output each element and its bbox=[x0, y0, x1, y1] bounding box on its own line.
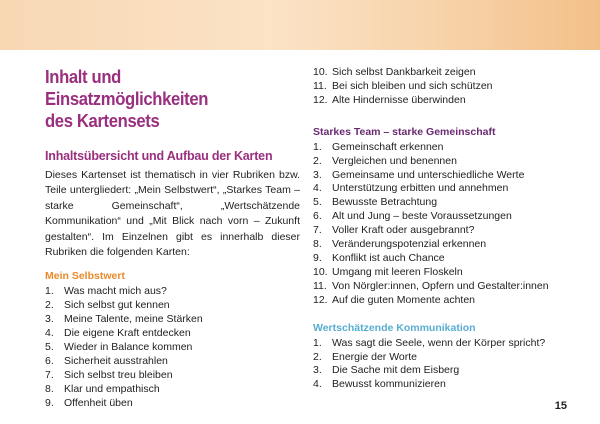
item-number: 8. bbox=[313, 238, 322, 251]
list-starkes-team bbox=[313, 141, 583, 308]
item-text: Gemeinschaft erkennen bbox=[332, 140, 444, 153]
item-number: 1. bbox=[313, 336, 322, 349]
list-item bbox=[45, 369, 300, 383]
item-text: Bewusste Betrachtung bbox=[332, 196, 438, 209]
list-item bbox=[313, 252, 583, 266]
list-item bbox=[313, 378, 583, 392]
item-number: 12. bbox=[313, 293, 328, 306]
intro-paragraph: Dieses Kartenset ist thematisch in vier Rubriken bzw. Teile untergliedert: „Mein Selbstwert“, „Starkes Team – starke Gemeinschaft“, „Wertschätzende Kommunikation“ und „Mit Blick nach vorn – Zukunft gestalten“. Im Einzelnen gibt es innerhalb dieser Rubriken die folgenden Karten: bbox=[45, 169, 300, 259]
item-text: Umgang mit leeren Floskeln bbox=[332, 265, 463, 278]
list-item bbox=[313, 210, 583, 224]
list-item bbox=[313, 80, 583, 94]
list-item bbox=[313, 351, 583, 365]
item-text: Bei sich bleiben und sich schützen bbox=[332, 79, 493, 92]
item-text: Sich selbst gut kennen bbox=[64, 299, 170, 312]
page-title bbox=[45, 66, 275, 132]
list-item bbox=[313, 238, 583, 252]
list-item bbox=[45, 299, 300, 313]
item-number: 12. bbox=[313, 93, 328, 106]
list-item bbox=[45, 327, 300, 341]
list-item bbox=[313, 155, 583, 169]
item-number: 8. bbox=[45, 382, 54, 395]
item-text: Alt und Jung – beste Voraussetzungen bbox=[332, 210, 512, 223]
list-item bbox=[313, 280, 583, 294]
list-item bbox=[313, 266, 583, 280]
item-number: 2. bbox=[313, 154, 322, 167]
item-text: Konflikt ist auch Chance bbox=[332, 251, 445, 264]
item-number: 4. bbox=[313, 182, 322, 195]
item-text: Die Sache mit dem Eisberg bbox=[332, 364, 460, 377]
list-item bbox=[313, 337, 583, 351]
list-mein-selbstwert bbox=[45, 285, 300, 410]
item-text: Gemeinsame und unterschiedliche Werte bbox=[332, 168, 525, 181]
item-number: 3. bbox=[45, 313, 54, 326]
page-number: 15 bbox=[554, 400, 567, 412]
item-number: 11. bbox=[313, 279, 327, 292]
title-line-2: des Kartensets bbox=[45, 110, 160, 131]
item-text: Offenheit üben bbox=[64, 396, 133, 409]
list-item bbox=[313, 94, 583, 108]
item-number: 4. bbox=[313, 378, 322, 391]
list-item bbox=[313, 141, 583, 155]
list-wertschaetzende-kommunikation bbox=[313, 337, 583, 393]
item-number: 9. bbox=[313, 251, 322, 264]
item-text: Was sagt die Seele, wenn der Körper spricht? bbox=[332, 336, 546, 349]
item-number: 7. bbox=[313, 224, 322, 237]
item-number: 5. bbox=[45, 341, 54, 354]
item-number: 10. bbox=[313, 66, 328, 78]
item-number: 3. bbox=[313, 168, 322, 181]
item-number: 2. bbox=[45, 299, 54, 312]
item-text: Meine Talente, meine Stärken bbox=[64, 313, 203, 326]
item-text: Sich selbst treu bleiben bbox=[64, 368, 173, 381]
list-item bbox=[45, 313, 300, 327]
list-item bbox=[313, 224, 583, 238]
item-number: 6. bbox=[45, 354, 54, 367]
item-text: Vergleichen und benennen bbox=[332, 154, 457, 167]
category-heading-starkes-team: Starkes Team – starke Gemeinschaft bbox=[313, 125, 496, 138]
list-item bbox=[45, 341, 300, 355]
item-number: 6. bbox=[313, 210, 322, 223]
item-number: 1. bbox=[313, 140, 322, 153]
list-item bbox=[45, 383, 300, 397]
list-item bbox=[313, 182, 583, 196]
item-text: Von Nörgler:innen, Opfern und Gestalter:innen bbox=[332, 279, 549, 292]
item-text: Die eigene Kraft entdecken bbox=[64, 327, 191, 340]
item-number: 5. bbox=[313, 196, 322, 209]
list-item bbox=[45, 355, 300, 369]
item-text: Sich selbst Dankbarkeit zeigen bbox=[332, 66, 476, 78]
item-number: 2. bbox=[313, 350, 322, 363]
item-text: Klar und empathisch bbox=[64, 382, 160, 395]
title-line-1: Inhalt und Einsatzmöglichkeiten bbox=[45, 66, 209, 109]
list-item bbox=[45, 285, 300, 299]
item-number: 11. bbox=[313, 79, 327, 92]
item-number: 9. bbox=[45, 396, 54, 409]
list-item bbox=[313, 294, 583, 308]
item-number: 10. bbox=[313, 265, 328, 278]
item-text: Unterstützung erbitten und annehmen bbox=[332, 182, 509, 195]
right-column bbox=[313, 66, 583, 392]
list-mein-selbstwert-continued bbox=[313, 66, 583, 108]
item-text: Veränderungspotenzial erkennen bbox=[332, 238, 487, 251]
item-text: Alte Hindernisse überwinden bbox=[332, 93, 466, 106]
item-text: Sicherheit ausstrahlen bbox=[64, 354, 168, 367]
list-item bbox=[45, 397, 300, 411]
item-number: 4. bbox=[45, 327, 54, 340]
item-text: Was macht mich aus? bbox=[64, 285, 167, 298]
item-number: 7. bbox=[45, 368, 54, 381]
category-heading-wertschaetzende-kommunikation: Wertschätzende Kommunikation bbox=[313, 321, 476, 334]
item-text: Wieder in Balance kommen bbox=[64, 341, 193, 354]
section-subheading: Inhaltsübersicht und Aufbau der Karten bbox=[45, 149, 273, 163]
category-heading-mein-selbstwert: Mein Selbstwert bbox=[45, 270, 125, 283]
decorative-header-band bbox=[0, 0, 600, 50]
item-number: 3. bbox=[313, 364, 322, 377]
item-number: 1. bbox=[45, 285, 54, 298]
list-item bbox=[313, 196, 583, 210]
item-text: Energie der Worte bbox=[332, 350, 418, 363]
item-text: Voller Kraft oder ausgebrannt? bbox=[332, 224, 475, 237]
item-text: Bewusst kommunizieren bbox=[332, 378, 446, 391]
list-item bbox=[313, 169, 583, 183]
left-column bbox=[45, 66, 300, 411]
list-item bbox=[313, 66, 583, 80]
list-item bbox=[313, 364, 583, 378]
item-text: Auf die guten Momente achten bbox=[332, 293, 476, 306]
